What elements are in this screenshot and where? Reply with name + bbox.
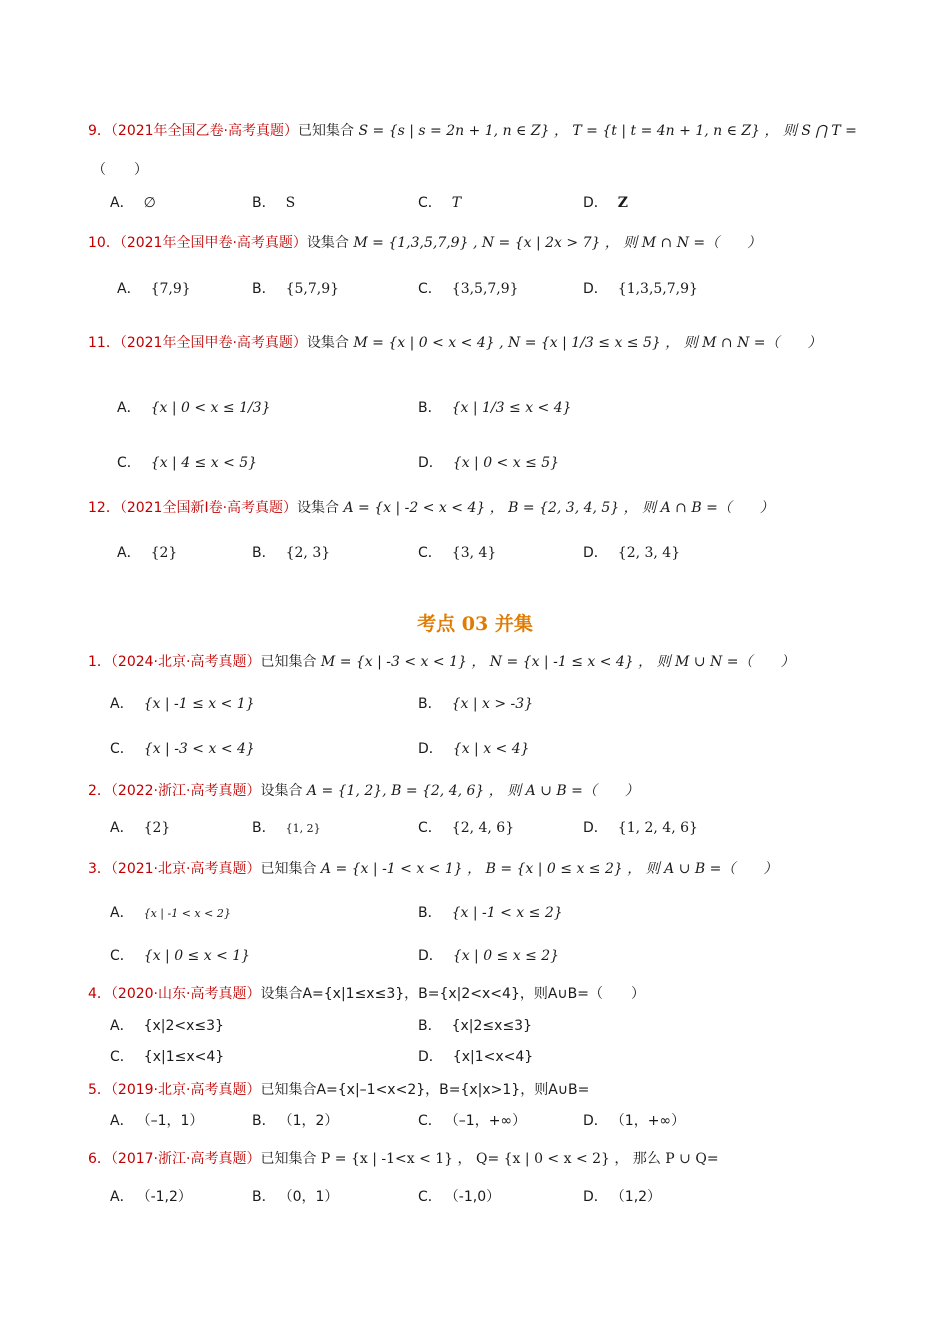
question-source: （2022·浙江·高考真题） xyxy=(110,783,261,799)
question-4 xyxy=(88,984,645,1004)
option-d: D． （1，+∞） xyxy=(583,1113,686,1129)
question-source: （2021年全国乙卷·高考真题） xyxy=(110,123,299,139)
option-c: C． {3, 4} xyxy=(418,545,497,561)
question-6 xyxy=(88,1149,719,1169)
question-source: （2021年全国甲卷·高考真题） xyxy=(119,235,307,251)
question-number: 9． xyxy=(88,123,111,139)
option-d: D． {x|1<x<4} xyxy=(418,1049,534,1065)
option-b: B． {x | 1/3 ≤ x < 4} xyxy=(418,400,572,416)
question-expression: M = {x | 0 < x < 4} , N = {x | 1/3 ≤ x ≤ 5} ， 则 M ∩ N =（ ） xyxy=(353,335,822,351)
option-b: B． {2, 3} xyxy=(252,545,331,561)
question-source: （2019·北京·高考真题） xyxy=(110,1082,261,1098)
option-b: B． （1，2） xyxy=(252,1113,339,1129)
question-number: 10． xyxy=(88,235,120,251)
question-stem: 设集合 xyxy=(260,783,303,799)
option-d: D． （1,2） xyxy=(583,1189,662,1205)
option-c: C． {x | -3 < x < 4} xyxy=(110,741,255,757)
option-c: C． {2, 4, 6} xyxy=(418,820,515,836)
question-number: 3． xyxy=(88,861,111,877)
option-c: C． {x|1≤x<4} xyxy=(110,1049,225,1065)
question-stem: 设集合 xyxy=(297,500,340,516)
section-title: 考点 03 并集 xyxy=(417,613,533,635)
question-source: （2021全国新Ⅰ卷·高考真题） xyxy=(119,500,298,516)
question-number: 1． xyxy=(88,654,111,670)
question-source: （2017·浙江·高考真题） xyxy=(110,1151,261,1167)
question-number: 2． xyxy=(88,783,111,799)
question-1 xyxy=(88,652,794,672)
option-d: D． {x | x < 4} xyxy=(418,741,530,757)
option-a: A． ∅ xyxy=(110,195,156,211)
option-c: C． {3,5,7,9} xyxy=(418,281,519,297)
question-9 xyxy=(88,121,857,141)
question-number: 5． xyxy=(88,1082,111,1098)
question-2 xyxy=(88,781,639,801)
question-expression: M = {1,3,5,7,9} , N = {x | 2x > 7} ， 则 M ∩ N =（ ） xyxy=(353,235,762,251)
option-c: C． {x | 4 ≤ x < 5} xyxy=(117,455,258,471)
question-source: （2024·北京·高考真题） xyxy=(110,654,261,670)
question-number: 6． xyxy=(88,1151,111,1167)
question-number: 11． xyxy=(88,335,120,351)
answer-blank: （ ） xyxy=(92,162,148,178)
question-stem: 已知集合 xyxy=(298,123,355,139)
question-stem: 已知集合 xyxy=(260,1151,317,1167)
question-5 xyxy=(88,1080,589,1100)
question-expression: A = {x | -2 < x < 4} ， B = {2, 3, 4, 5} ， 则 A ∩ B =（ ） xyxy=(343,500,774,516)
option-d: D． Z xyxy=(583,195,629,211)
option-b: B． {5,7,9} xyxy=(252,281,340,297)
option-a: A． {2} xyxy=(117,545,178,561)
option-b: B． {x|2≤x≤3} xyxy=(418,1018,532,1034)
option-c: C． （-1,0） xyxy=(418,1189,501,1205)
option-b: B． {1, 2} xyxy=(252,820,321,836)
question-number: 4． xyxy=(88,986,111,1002)
option-b: B． {x | -1 < x ≤ 2} xyxy=(418,905,563,921)
option-a: A． {x | 0 < x ≤ 1/3} xyxy=(117,400,271,416)
option-d: D． {x | 0 < x ≤ 5} xyxy=(418,455,560,471)
option-a: A． （-1,2） xyxy=(110,1189,192,1205)
question-10 xyxy=(88,233,761,253)
question-expression: A = {x | -1 < x < 1} ， B = {x | 0 ≤ x ≤ 2} ， 则 A ∪ B =（ ） xyxy=(320,861,778,877)
option-a: A． （–1，1） xyxy=(110,1113,204,1129)
question-source: （2020·山东·高考真题） xyxy=(110,986,261,1002)
option-b: B． S xyxy=(252,195,296,211)
question-number: 12． xyxy=(88,500,120,516)
option-d: D． {1, 2, 4, 6} xyxy=(583,820,698,836)
question-stem: 设集合A={x|1≤x≤3}，B={x|2<x<4}，则A∪B=（ ） xyxy=(260,986,646,1002)
option-d: D． {2, 3, 4} xyxy=(583,545,681,561)
question-stem: 已知集合 xyxy=(260,654,317,670)
option-b: B． （0，1） xyxy=(252,1189,339,1205)
question-expression: M = {x | -3 < x < 1} ， N = {x | -1 ≤ x < 4} ， 则 M ∪ N =（ ） xyxy=(320,654,795,670)
option-d: D． {x | 0 ≤ x ≤ 2} xyxy=(418,948,560,964)
option-a: A． {2} xyxy=(110,820,171,836)
option-a: A． {x | -1 < x < 2} xyxy=(110,905,231,921)
question-stem: 已知集合 xyxy=(260,861,317,877)
option-a: A． {x|2<x≤3} xyxy=(110,1018,224,1034)
question-11 xyxy=(88,333,822,353)
option-c: C． （–1，+∞） xyxy=(418,1113,527,1129)
option-c: C． {x | 0 ≤ x < 1} xyxy=(110,948,251,964)
option-b: B． {x | x > -3} xyxy=(418,696,534,712)
question-3 xyxy=(88,859,777,879)
option-a: A． {7,9} xyxy=(117,281,191,297)
question-expression: A = {1, 2}, B = {2, 4, 6} ， 则 A ∪ B =（ ） xyxy=(306,783,639,799)
question-expression: P = {x | -1<x < 1} ， Q= {x | 0 < x < 2} ， 那么 P ∪ Q= xyxy=(320,1151,719,1167)
question-stem: 设集合 xyxy=(306,335,349,351)
question-source: （2021·北京·高考真题） xyxy=(110,861,261,877)
option-a: A． {x | -1 ≤ x < 1} xyxy=(110,696,255,712)
question-source: （2021年全国甲卷·高考真题） xyxy=(119,335,307,351)
question-stem: 设集合 xyxy=(306,235,349,251)
question-12 xyxy=(88,498,774,518)
question-expression: S = {s | s = 2n + 1, n ∈ Z} ， T = {t | t = 4n + 1, n ∈ Z} ， 则 S ⋂ T = xyxy=(358,123,857,139)
option-c: C． T xyxy=(418,195,462,211)
question-stem: 已知集合A={x|–1<x<2}，B={x|x>1}，则A∪B= xyxy=(260,1082,590,1098)
option-d: D． {1,3,5,7,9} xyxy=(583,281,698,297)
